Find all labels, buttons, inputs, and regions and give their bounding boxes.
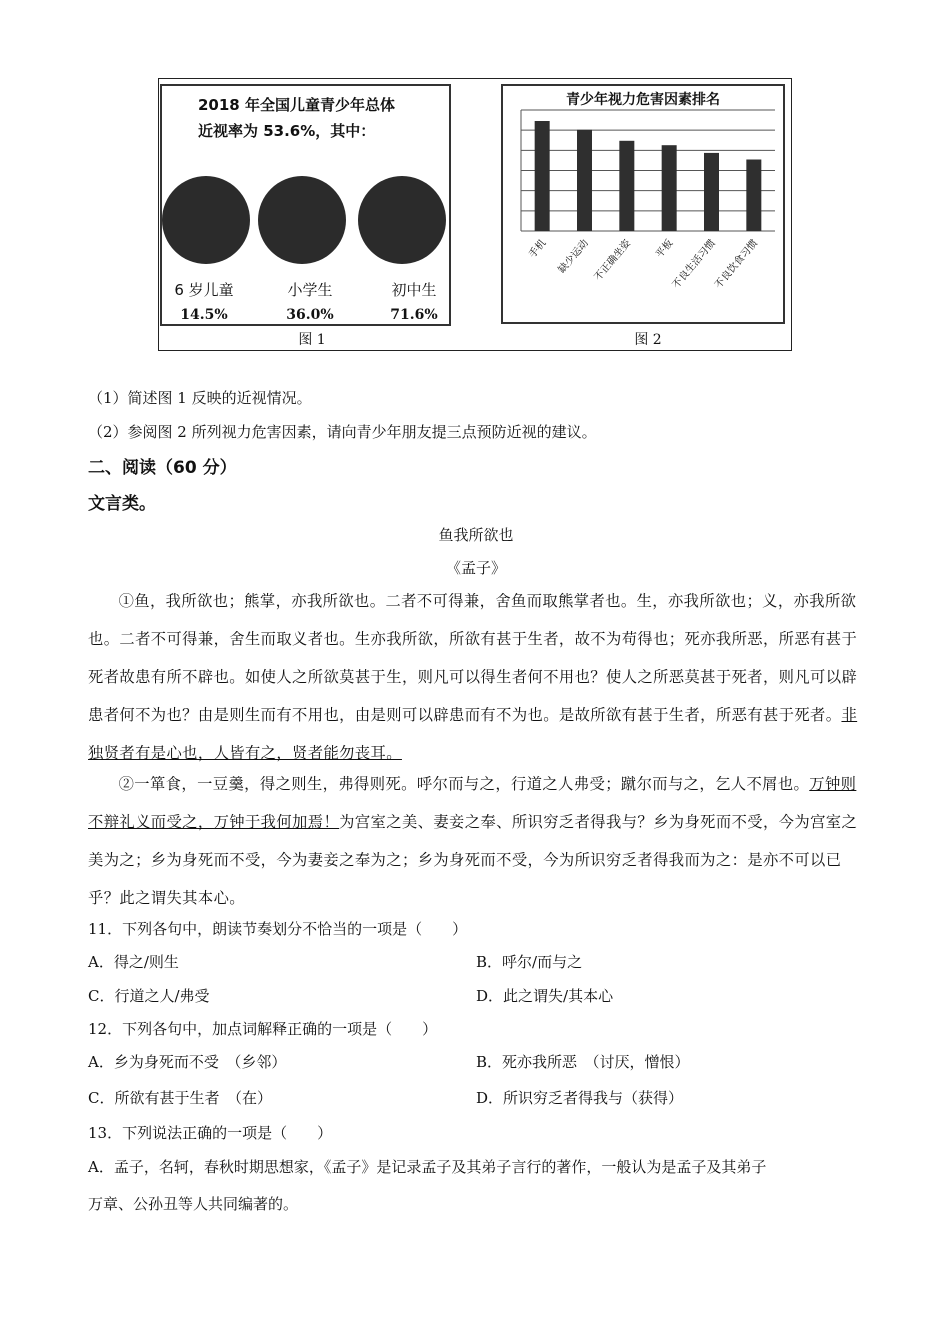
value-primary: 36.0%	[286, 307, 334, 323]
figure-1-title-line2: 近视率为 53.6%，其中：	[198, 122, 376, 140]
figure-1-panel	[160, 84, 451, 326]
tick-label-5: 不良饮食习惯	[713, 237, 761, 291]
bar-2	[619, 141, 634, 231]
figure-2-panel	[501, 84, 785, 324]
label-junior: 初中生	[391, 281, 437, 299]
q12-option-a: A．乡为身死而不受 （乡邻）	[88, 1053, 287, 1071]
tick-label-4: 不良生活习惯	[670, 237, 718, 291]
bar-5	[746, 160, 761, 232]
q13-option-a-line2: 万章、公孙丑等人共同编著的。	[88, 1195, 299, 1213]
figure-1-title-line1: 2018 年全国儿童青少年总体	[198, 96, 395, 114]
passage-paragraph-1	[88, 582, 864, 772]
circle-junior	[358, 176, 446, 264]
q11-option-c: C．行道之人/弗受	[88, 987, 210, 1005]
p2-text-start: ②一箪食，一豆羹，得之则生，弗得则死。呼尔而与之，行道之人弗受；蹴尔而与之，乞人不屑也。	[118, 775, 810, 793]
bar-1	[577, 130, 592, 231]
chart-title: 青少年视力危害因素排名	[566, 92, 720, 108]
value-junior: 71.6%	[390, 307, 438, 323]
figure-question-1: （1）简述图 1 反映的近视情况。	[88, 389, 312, 407]
circle-primary	[258, 176, 346, 264]
passage-title: 鱼我所欲也	[438, 526, 514, 544]
section-subheading: 文言类。	[88, 494, 156, 514]
section-heading: 二、阅读（60 分）	[88, 458, 237, 478]
q12-stem: 12．下列各句中，加点词解释正确的一项是（ ）	[88, 1020, 438, 1038]
p2-text-end: 为宫室之美、妻妾之奉、所识穷乏者得我与？乡为身死而不受，今为宫室之美为之；乡为身死而不受，今为妻妾之奉为之；乡为身死而不受，今为所识穷乏者得我而为之：是亦不可以已乎？此之谓失其本心。	[88, 813, 858, 907]
q12-option-b: B．死亦我所恶 （讨厌，憎恨）	[476, 1053, 690, 1071]
circle-children	[162, 176, 250, 264]
bar-4	[704, 153, 719, 231]
q12-option-d: D．所识穷乏者得我与（获得）	[476, 1089, 684, 1107]
figure-question-2: （2）参阅图 2 所列视力危害因素，请向青少年朋友提三点预防近视的建议。	[88, 423, 597, 441]
q13-stem: 13．下列说法正确的一项是（ ）	[88, 1124, 333, 1142]
q12-option-c: C．所欲有甚于生者 （在）	[88, 1089, 272, 1107]
tick-label-0: 手机	[527, 237, 549, 261]
tick-label-3: 平板	[654, 237, 676, 261]
tick-label-1: 缺少运动	[556, 237, 591, 276]
q11-option-a: A．得之/则生	[88, 953, 179, 971]
tick-label-2: 不正确坐姿	[592, 237, 634, 284]
label-children: 6 岁儿童	[174, 281, 234, 299]
p2-underlined: 万钟则不辩礼义而受之，万钟于我何加焉！	[88, 775, 857, 831]
figure-1-caption: 图 1	[298, 332, 326, 348]
passage-author: 《孟子》	[445, 559, 506, 577]
q11-stem: 11．下列各句中，朗读节奏划分不恰当的一项是（ ）	[88, 920, 468, 938]
q11-option-b: B．呼尔/而与之	[476, 953, 583, 971]
passage-paragraph-2	[88, 765, 864, 917]
bar-0	[535, 121, 550, 231]
figure-2-caption: 图 2	[634, 332, 662, 348]
q13-option-a-line1: A．孟子，名轲，春秋时期思想家，《孟子》是记录孟子及其弟子言行的著作，一般认为是孟子及其弟子	[88, 1158, 767, 1176]
p1-underlined: 非独贤者有是心也，人皆有之，贤者能勿丧耳。	[88, 706, 858, 762]
value-children: 14.5%	[180, 307, 228, 323]
bar-chart	[503, 86, 783, 322]
p1-text: ①鱼，我所欲也；熊掌，亦我所欲也。二者不可得兼，舍鱼而取熊掌者也。生，亦我所欲也；义，亦我所欲也。二者不可得兼，舍生而取义者也。生亦我所欲，所欲有甚于生者，故不为苟得也；死亦我所恶，所恶有甚于死者故患有所不辟也。如使人之所欲莫甚于生，则凡可以得生者何不用也？使人之所恶莫甚于死者，则凡可以辟患者何不为也？由是则生而有不用也，由是则可以辟患而有不为也。是故所欲有甚于生者，所恶有甚于死者。	[88, 592, 858, 724]
label-primary: 小学生	[287, 281, 333, 299]
q11-option-d: D．此之谓失/其本心	[476, 987, 614, 1005]
bar-3	[662, 145, 677, 231]
